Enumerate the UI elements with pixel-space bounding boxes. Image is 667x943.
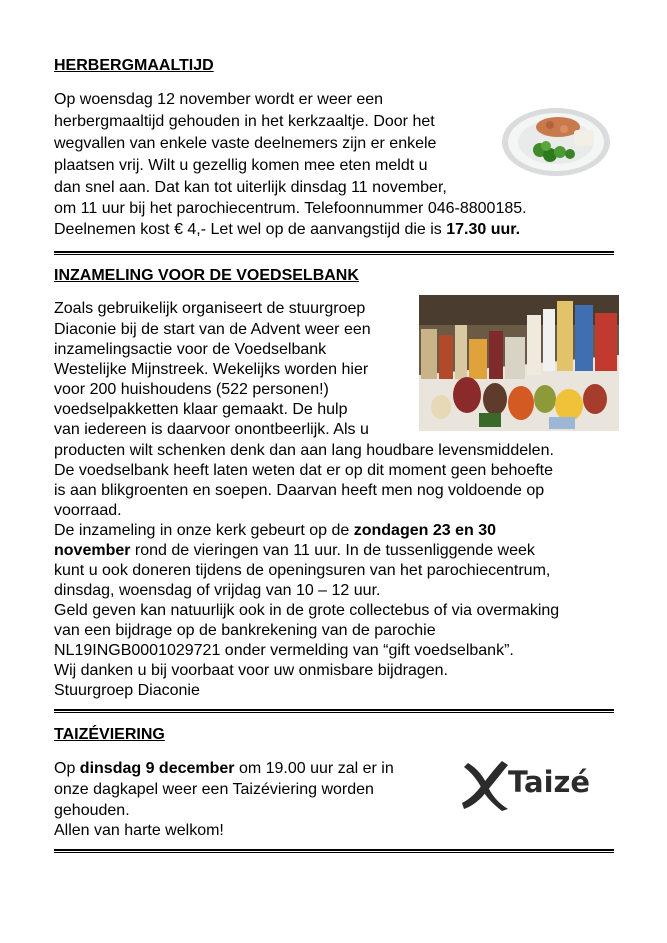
taize-text: Op [54,760,80,777]
taize-cross-icon [462,757,512,812]
text-line: De voedselbank heeft laten weten dat er op dit moment geen behoefte [54,462,554,479]
text-line: om 11 uur bij het parochiecentrum. Telefoonnummer 046-8800185. [54,200,527,217]
section-heading-voedselbank: INZAMELING VOOR DE VOEDSELBANK [54,267,359,284]
text-line: voor 200 huishoudens (522 personen!) [54,381,329,398]
text-line-price [54,220,520,239]
text-line: dinsdag, woensdag of vrijdag van 10 – 12 uur. [54,582,381,599]
text-line: plaatsen vrij. Wilt u gezellig komen mee eten meldt u [54,157,428,174]
collection-month: november [54,542,131,559]
text-line: kunt u ook doneren tijdens de openingsuren van het parochiecentrum, [54,562,551,579]
signature-line: Stuurgroep Diaconie [54,682,200,699]
text-line: is aan blikgroenten en soepen. Daarvan heeft men nog voldoende op [54,482,545,499]
text-line: Westelijke Mijnstreek. Wekelijks worden hier [54,361,369,378]
text-line: van een bijdrage op de bankrekening van de parochie [54,622,436,639]
text-line: onze dagkapel weer een Taizéviering worden [54,781,374,798]
taize-logo-text: Taizé [508,765,591,799]
text-line: voedselpakketten klaar gemaakt. De hulp [54,401,348,418]
text-line [54,759,394,778]
text-line: van iedereen is daarvoor onontbeerlijk. Als u [54,421,369,438]
taize-text-rest: om 19.00 uur zal er in [234,760,394,777]
text-line: producten wilt schenken denk dan aan lang houdbare levensmiddelen. [54,442,554,459]
text-line: wegvallen van enkele vaste deelnemers zijn er enkele [54,135,437,152]
collection-dates: zondagen 23 en 30 [353,522,496,539]
collection-text: De inzameling in onze kerk gebeurt op de [54,522,354,539]
section-heading-taize: TAIZÉVIERING [54,726,165,743]
text-line: Wij danken u bij voorbaat voor uw onmisbare bijdragen. [54,662,448,679]
meal-plate-image [500,102,612,178]
section-divider [54,251,614,255]
text-line: inzamelingsactie voor de Voedselbank [54,341,327,358]
price-text: Deelnemen kost € 4,- Let wel op de aanvangstijd die is [54,221,447,238]
text-line: Geld geven kan natuurlijk ook in de grote collectebus of via overmaking [54,602,560,619]
text-line: Allen van harte welkom! [54,822,224,839]
text-line: gehouden. [54,802,130,819]
text-line: Op woensdag 12 november wordt er weer een [54,91,384,108]
text-line: dan snel aan. Dat kan tot uiterlijk dinsdag 11 november, [54,179,447,196]
iban-line: NL19INGB0001029721 onder vermelding van “gift voedselbank”. [54,642,514,659]
text-line: Zoals gebruikelijk organiseert de stuurgroep [54,300,366,317]
taize-logo [462,757,607,812]
section-divider [54,709,614,713]
section-divider [54,849,614,853]
text-line: Diaconie bij de start van de Advent weer een [54,321,371,338]
text-line: voorraad. [54,502,122,519]
text-line: herbergmaaltijd gehouden in het kerkzaaltje. Door het [54,113,435,130]
taize-date: dinsdag 9 december [79,760,235,777]
collection-text-rest: rond de vieringen van 11 uur. In de tussenliggende week [130,542,535,559]
food-collection-image [419,295,619,431]
start-time: 17.30 uur. [446,221,521,238]
section-heading-herbergmaaltijd: HERBERGMAALTIJD [54,57,214,74]
text-line [54,541,535,560]
text-line [54,521,496,540]
